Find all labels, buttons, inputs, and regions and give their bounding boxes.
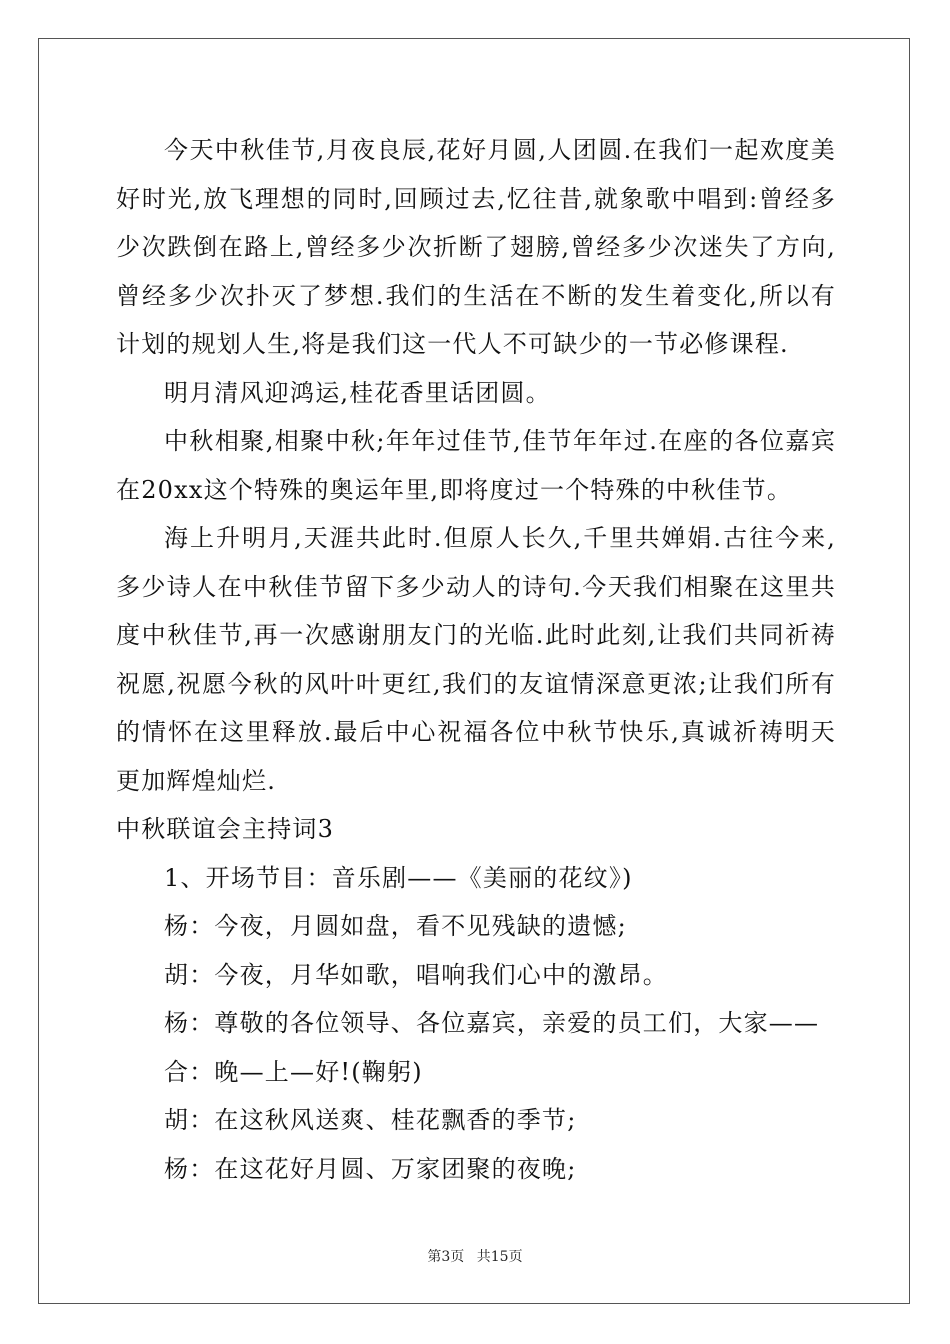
paragraph: 明月清风迎鸿运,桂花香里话团圆。 [164, 378, 551, 407]
script-line: 1、开场节目：音乐剧——《美丽的花纹》) [164, 863, 633, 892]
script-line: 杨：今夜，月圆如盘，看不见残缺的遗憾; [164, 912, 627, 940]
paragraph: 海上升明月,天涯共此时.但原人长久,千里共婵娟.古往今来,多少诗人在中秋佳节留下多少动人的诗句.今天我们相聚在这里共度中秋佳节,再一次感谢朋友门的光临.此时此刻,让我们共同祈祷祝愿,祝愿今秋的风叶叶更红,我们的友谊情深意更浓;让我们所有的情怀在这里释放.最后中心祝福各位中秋节快乐,真诚祈祷明天更加辉煌灿烂. [116, 524, 836, 795]
paragraph: 中秋相聚,相聚中秋;年年过佳节,佳节年年过.在座的各位嘉宾在20xx这个特殊的奥运年里,即将度过一个特殊的中秋佳节。 [116, 427, 836, 504]
script-line: 合：晚—上—好!(鞠躬) [164, 1057, 423, 1086]
script-line: 胡：今夜，月华如歌，唱响我们心中的激昂。 [164, 960, 668, 989]
page-number: 第3页 [427, 1249, 465, 1265]
paragraph: 今天中秋佳节,月夜良辰,花好月圆,人团圆.在我们一起欢度美好时光,放飞理想的同时,回顾过去,忆往昔,就象歌中唱到:曾经多少次跌倒在路上,曾经多少次折断了翅膀,曾经多少次迷失了方向,曾经多少次扑灭了梦想.我们的生活在不断的发生着变化,所以有计划的规划人生,将是我们这一代人不可缺少的一节必修课程. [116, 136, 836, 358]
page-total: 共15页 [476, 1249, 523, 1265]
script-line: 胡：在这秋风送爽、桂花飘香的季节; [164, 1106, 577, 1134]
page-footer [0, 1246, 950, 1266]
section-heading: 中秋联谊会主持词3 [116, 815, 335, 843]
script-line: 杨：在这花好月圆、万家团聚的夜晚; [164, 1154, 577, 1183]
document-body [116, 126, 836, 1193]
script-line: 杨：尊敬的各位领导、各位嘉宾，亲爱的员工们，大家—— [164, 1009, 820, 1037]
